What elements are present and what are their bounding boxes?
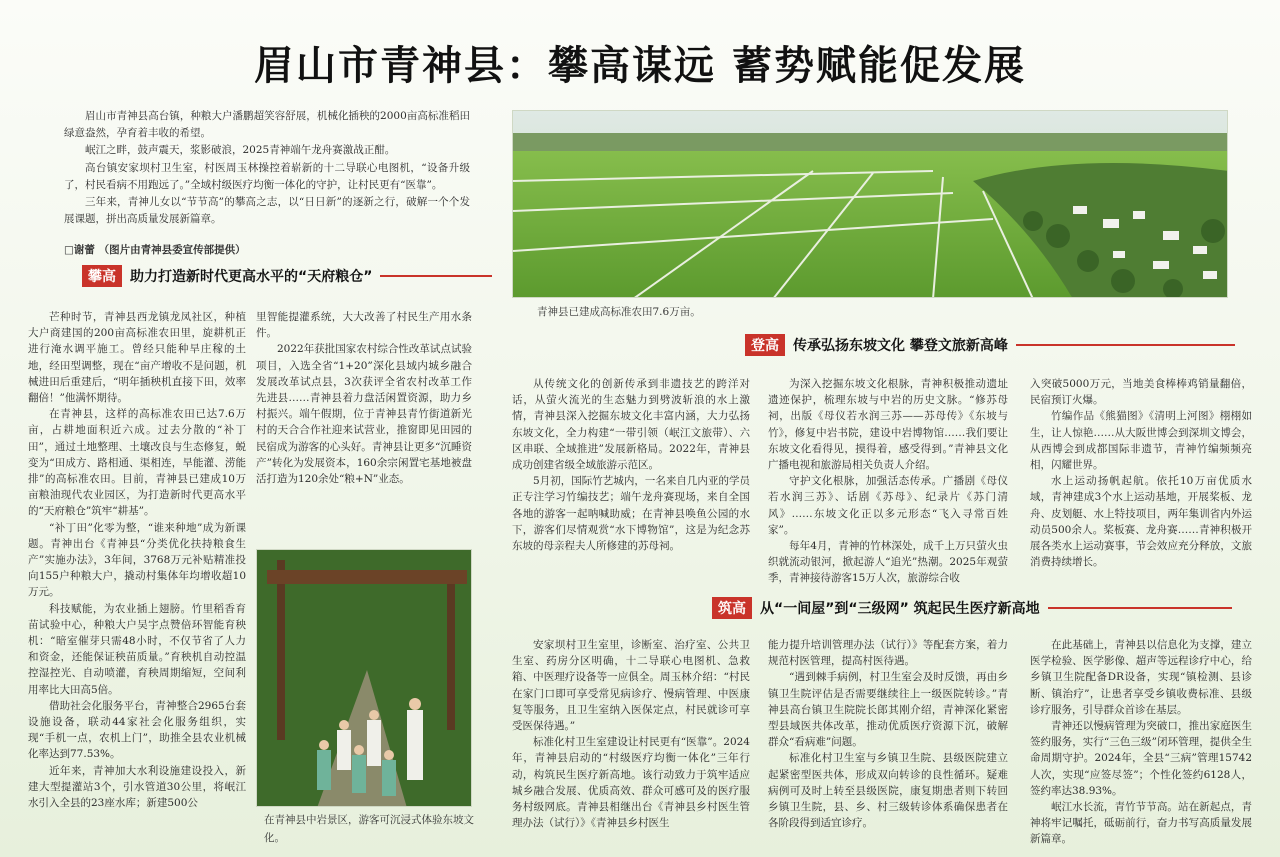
body-paragraph: 为深入挖掘东坡文化根脉，青神积极推动遗址遗迹保护，梳理东坡与中岩的历史文脉。“修苏母祠，出版《母仪若水润三苏——苏母传》《东坡与竹》，修复中岩书院，建设中岩博物馆……我们要让东坡文化看得见，摸得着，感受得到。”青神县文化广播电视和旅游局相关负责人介绍。 xyxy=(768,378,1008,472)
body-paragraph: 能力提升培训管理办法（试行）》等配套方案，着力规范村医管理，提高村医待遇。 xyxy=(768,639,1008,668)
farmland-caption: 青神县已建成高标准农田7.6万亩。 xyxy=(537,306,701,318)
body-paragraph: 守护文化根脉，加强活态传承。广播剧《母仪若水润三苏》、话剧《苏母》、纪录片《苏门清风》……东坡文化正以多元形态“飞入寻常百姓家”。 xyxy=(768,475,1008,536)
farmland-photo xyxy=(512,110,1228,298)
body-paragraph: 从传统文化的创新传承到非遗技艺的跨洋对话，从萤火流光的生态魅力到劈波斩浪的水上激情，青神县深入挖掘东坡文化丰富内涵，大力弘扬东坡文化，全力构建“一带引领（岷江文旅带）、六区串联、全域推进”发展新格局。2022年，青神县成功创建省级全域旅游示范区。 xyxy=(512,378,750,472)
section-title: 助力打造新时代更高水平的“天府粮仓” xyxy=(130,269,373,285)
body-paragraph: 岷江水长流，青竹节节高。站在新起点，青神将牢记嘱托，砥砺前行，奋力书写高质量发展新篇章。 xyxy=(1030,801,1252,846)
farmland-illustration xyxy=(513,111,1228,298)
body-paragraph: 2022年获批国家农村综合性改革试点试验项目，入选全省“1+20”深化县域内城乡融合发展改革试点县，3次获评全省农村改革工作先进县……青神县着力盘活闲置资源，助力乡村振兴。端午假期，位于青神县青竹街道新光村的天合合作社迎来试营业，推窗即见田园的民宿成为游客的心头好。青神县让更多“沉睡资产”转化为发展资本，160余宗闲置宅基地被盘活打造为120余处“粮+N”业态。 xyxy=(256,343,472,486)
lead-paragraph: 高台镇安家坝村卫生室，村医周玉林操控着崭新的十二导联心电图机，“设备升级了，村民看病不用跑远了。”全域村级医疗均衡一体化的守护，让村民更有“医靠”。 xyxy=(64,161,470,191)
body-paragraph: 里智能提灌系统，大大改善了村民生产用水条件。 xyxy=(256,311,472,340)
body-paragraph: 科技赋能，为农业插上翅膀。竹里稻香育苗试验中心，种粮大户吴宇点赞倍环智能育秧机：“暗室催芽只需48小时，不仅节省了人力和资金，还能保证秧苗质量。”育秧机自动控温控湿控光、自动喷灌，育秧周期缩短，空间利用率比大田高5倍。 xyxy=(28,602,246,696)
body-paragraph: 标准化村卫生室建设让村民更有“医靠”。2024年，青神县启动的“村级医疗均衡一体化”三年行动，构筑民生医疗新高地。该行动致力于筑牢适应城乡融合发展、优质高效、群众可感可及的医疗服务村级网底。青神县相继出台《青神县乡村医生管理办法（试行）》《青神县乡村医生 xyxy=(512,736,750,830)
body-paragraph: 近年来，青神加大水利设施建设投入，新建大型提灌站3个，引水管道30公里，将岷江水引入全县的23座水库；新建500公 xyxy=(28,764,246,810)
body-paragraph: “遇到棘手病例，村卫生室会及时反馈，再由乡镇卫生院评估是否需要继续往上一级医院转诊。”青神县高台镇卫生院院长郎其刚介绍，青神深化紧密型县域医共体改革，推动优质医疗资源下沉，破解群众“看病难”问题。 xyxy=(768,671,1008,749)
byline: □谢蕾 （图片由青神县委宣传部提供） xyxy=(64,244,246,256)
body-paragraph: 青神还以慢病管理为突破口，推出家庭医生签约服务，实行“三色三级”闭环管理，提供全生命周期守护。2024年，全县“三病”管理15742人次，实现“应签尽签”；个性化签约6128人，签约率达38.93%。 xyxy=(1030,720,1252,797)
section-header-2 xyxy=(745,334,1235,356)
body-paragraph: 在青神县，这样的高标准农田已达7.6万亩，占耕地面积近六成。过去分散的“补丁田”，通过土地整理、土壤改良与生态修复，蜕变为“田成方、路相通、渠相连，旱能灌、涝能排”的高标准农田。目前，青神县已建成10万亩粮油现代农业园区，为打造新时代更高水平的“天府粮仓”筑牢“耕基”。 xyxy=(28,408,246,518)
column-6 xyxy=(512,637,750,831)
section-tag: 攀高 xyxy=(82,265,122,287)
scenic-illustration xyxy=(257,550,472,807)
section-tag: 筑高 xyxy=(712,597,752,619)
body-paragraph: 入突破5000万元，当地美食棒棒鸡销量翻倍，民宿预订火爆。 xyxy=(1030,378,1252,407)
body-paragraph: 安家坝村卫生室里，诊断室、治疗室、公共卫生室、药房分区明确，十二导联心电图机、急救箱、中医理疗设备等一应俱全。周玉林介绍：“村民在家门口即可享受常见病诊疗、慢病管理、中医康复等服务，且卫生室纳入医保定点，村民就诊可享受医保待遇。” xyxy=(512,639,750,733)
body-paragraph: 5月初，国际竹艺城内，一名来自几内亚的学员正专注学习竹编技艺；端午龙舟赛现场，来自全国各地的游客一起呐喊助威；在青神县唤鱼公园的水下，游客们尽情观赏“水下博物馆”，这是为纪念苏东坡的母亲程夫人所修建的苏母祠。 xyxy=(512,475,750,553)
lead-text xyxy=(64,108,470,228)
section-header-1 xyxy=(82,265,492,287)
scenic-photo xyxy=(256,549,472,807)
section-header-3 xyxy=(712,597,1232,619)
column-4 xyxy=(768,376,1008,587)
column-7 xyxy=(768,637,1008,831)
body-paragraph: 标准化村卫生室与乡镇卫生院、县级医院建立起紧密型医共体，形成双向转诊的良性循环。疑难病例可及时上转至县级医院，康复期患者则下转回乡镇卫生院，县、乡、村三级转诊体系确保患者在各阶段得到适宜诊疗。 xyxy=(768,752,1008,830)
lead-paragraph: 三年来，青神儿女以“节节高”的攀高之志，以“日日新”的逐新之行，破解一个个发展课题，拼出高质量发展新篇章。 xyxy=(64,196,470,226)
section-rule xyxy=(380,275,492,277)
scenic-caption: 在青神县中岩景区，游客可沉浸式体验东坡文化。 xyxy=(264,814,474,844)
section-rule xyxy=(1016,344,1235,346)
column-3 xyxy=(512,376,750,554)
column-5 xyxy=(1030,376,1252,570)
body-paragraph: 每年4月，青神的竹林深处，成千上万只萤火虫织就流动银河，掀起游人“追光”热潮。2025年观萤季，青神接待游客15万人次，旅游综合收 xyxy=(768,540,1008,585)
section-title: 传承弘扬东坡文化 攀登文旅新高峰 xyxy=(793,338,1008,354)
headline: 眉山市青神县：攀高谋远 蓄势赋能促发展 xyxy=(254,43,1026,89)
column-2 xyxy=(256,309,472,487)
body-paragraph: 在此基础上，青神县以信息化为支撑，建立医学检验、医学影像、超声等远程诊疗中心，给乡镇卫生院配备DR设备，实现“镇检测、县诊断、镇治疗”，让患者享受乡镇收费标准、县级诊疗服务，引导群众首诊在基层。 xyxy=(1030,639,1252,716)
body-paragraph: 竹编作品《熊猫图》《清明上河图》栩栩如生，让人惊艳……从大阪世博会到深圳文博会，从西博会到成都国际非遗节，青神竹编频频亮相，闪耀世界。 xyxy=(1030,410,1252,472)
section-title: 从“一间屋”到“三级网” 筑起民生医疗新高地 xyxy=(760,601,1040,617)
body-paragraph: 芒种时节，青神县西龙镇龙凤社区，种植大户商建国的200亩高标准农田里，旋耕机正进行淹水调平施工。曾经只能种旱庄稼的土地，经田型调整，现在“亩产增收不是问题，机械进田后重建后，“明年插秧机直接下田，效率翻倍！”他满怀期待。 xyxy=(28,311,246,405)
section-rule xyxy=(1048,607,1232,609)
section-tag: 登高 xyxy=(745,334,785,356)
lead-paragraph: 眉山市青神县高台镇，种粮大户潘鹏超笑容舒展，机械化插秧的2000亩高标准稻田绿意盎然，孕育着丰收的希望。 xyxy=(64,110,470,140)
body-paragraph: “补丁田”化零为整，“谁来种地”成为新课题。青神出台《青神县“分类优化扶持粮食生产”实施办法》，3年间，3768万元补贴精准投向155户种粮大户，撬动村集体年均增收超10万元。 xyxy=(28,521,246,599)
body-paragraph: 水上运动扬帆起航。依托10万亩优质水域，青神建成3个水上运动基地，开展桨板、龙舟、皮划艇、水上特技项目，两年集训省内外运动员500余人。桨板赛、龙舟赛……青神积极开展各类水上运动赛事，节会效应充分释放，文旅消费持续增长。 xyxy=(1030,475,1252,569)
column-8 xyxy=(1030,637,1252,848)
column-1 xyxy=(28,309,246,811)
lead-paragraph: 岷江之畔，鼓声震天，浆影破浪，2025青神端午龙舟赛激战正酣。 xyxy=(85,144,396,157)
body-paragraph: 借助社会化服务平台，青神整合2965台套设施设备，联动44家社会化服务组织，实现“手机一点，农机上门”，助推全县农业机械化率达到77.53%。 xyxy=(28,699,246,761)
